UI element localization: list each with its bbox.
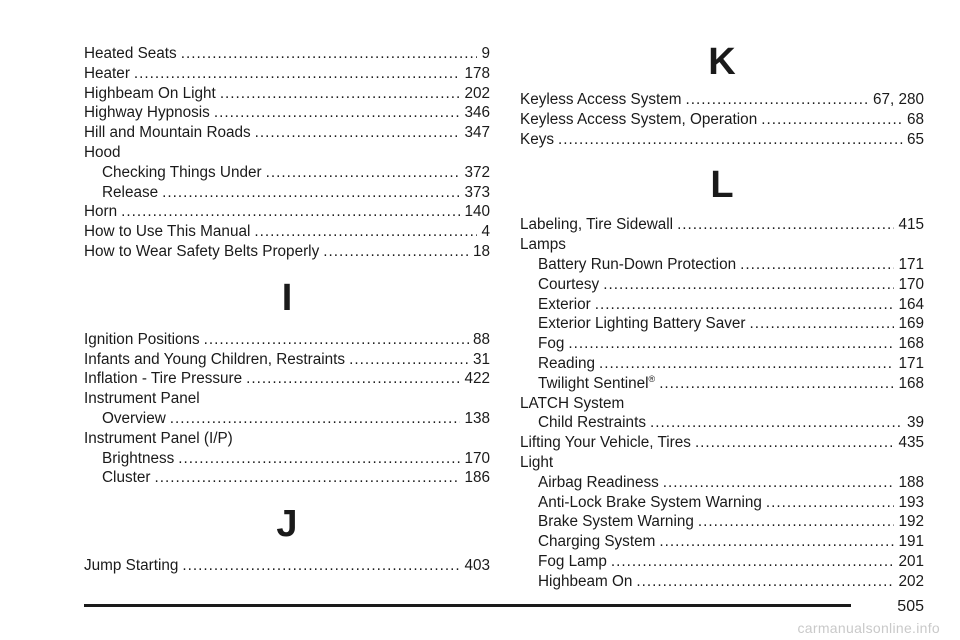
entry-page: 171: [898, 255, 924, 273]
dot-leader: [154, 468, 460, 488]
entry-page: 168: [898, 335, 924, 353]
dot-leader: [246, 369, 460, 389]
index-entry: [84, 369, 490, 389]
dot-leader: [695, 433, 895, 453]
entry-text: Brightness: [102, 449, 175, 467]
entry-text: Ignition Positions: [84, 330, 200, 348]
entry-text: Anti-Lock Brake System Warning: [538, 493, 762, 511]
dot-leader: [558, 130, 903, 150]
entry-page: 347: [464, 124, 490, 142]
dot-leader: [659, 374, 894, 394]
entry-text: Courtesy: [538, 275, 600, 293]
heading-lamps: Lamps: [520, 236, 566, 254]
dot-leader: [266, 163, 461, 183]
heading-latch-system: LATCH System: [520, 394, 625, 412]
entry-page: 39: [906, 414, 924, 432]
entry-page: 164: [898, 295, 924, 313]
entry-text: Infants and Young Children, Restraints: [84, 350, 346, 368]
entry-page: 193: [898, 493, 924, 511]
index-entry: [520, 110, 924, 130]
entry-text: Fog Lamp: [538, 552, 607, 570]
entry-text: Keys: [520, 130, 555, 148]
entry-page: 18: [472, 242, 490, 260]
group-ip-subs: [84, 409, 490, 429]
dot-leader: [349, 350, 469, 370]
entry-text: Highway Hypnosis: [84, 104, 210, 122]
dot-leader: [611, 552, 895, 572]
dot-leader: [595, 295, 895, 315]
entry-page: 422: [464, 370, 490, 388]
entry-page: 140: [464, 203, 490, 221]
dot-leader: [686, 90, 869, 110]
dot-leader: [182, 556, 460, 576]
index-entry: [520, 314, 924, 334]
entry-text: Cluster: [102, 469, 151, 487]
index-column-left: [84, 44, 490, 576]
dot-leader: [220, 84, 461, 104]
entry-page: 65: [906, 130, 924, 148]
entry-text: Inflation - Tire Pressure: [84, 370, 243, 388]
dot-leader: [659, 532, 894, 552]
index-entry: [84, 163, 490, 183]
index-entry: [520, 413, 924, 433]
entry-page: 170: [464, 449, 490, 467]
index-entry: [84, 84, 490, 104]
index-column-right: [520, 41, 924, 592]
entry-text: Jump Starting: [84, 557, 179, 575]
entry-page: 169: [898, 315, 924, 333]
dot-leader: [663, 473, 895, 493]
entry-text: Exterior: [538, 295, 591, 313]
entry-text: Labeling, Tire Sidewall: [520, 216, 674, 234]
index-entry: [520, 334, 924, 354]
index-entry: [84, 468, 490, 488]
index-entry: [520, 493, 924, 513]
group-light-subs: [520, 473, 924, 592]
entry-text: Brake System Warning: [538, 513, 694, 531]
page-number: 505: [897, 598, 924, 615]
index-entry: [520, 532, 924, 552]
entry-page: 403: [464, 557, 490, 575]
heading-light: Light: [520, 453, 554, 471]
group-hood-subs: [84, 163, 490, 203]
entry-text: Lifting Your Vehicle, Tires: [520, 434, 691, 452]
index-entry: [520, 572, 924, 592]
heading-instrument-panel: Instrument Panel: [84, 390, 200, 408]
dot-leader: [677, 215, 894, 235]
entry-text: How to Wear Safety Belts Properly: [84, 242, 320, 260]
index-entry: [84, 242, 490, 262]
entry-text: Airbag Readiness: [538, 473, 659, 491]
group-latch-subs: [520, 413, 924, 433]
section-letter-k: K: [708, 41, 736, 83]
index-entry: [84, 64, 490, 84]
dot-leader: [603, 275, 894, 295]
dot-leader: [650, 413, 903, 433]
entry-text: Heated Seats: [84, 45, 177, 62]
section-letter-l: L: [710, 164, 734, 207]
index-entry: [84, 556, 490, 576]
entry-page: 188: [898, 473, 924, 491]
entry-page: 88: [472, 330, 490, 348]
entry-page: 201: [898, 552, 924, 570]
entry-text: Reading: [538, 354, 595, 372]
entry-page: 138: [464, 409, 490, 427]
group-l-entries-2: [520, 433, 924, 453]
entry-text: Fog: [538, 335, 565, 353]
dot-leader: [766, 493, 895, 513]
entry-page: 4: [481, 223, 490, 241]
entry-page: 186: [464, 469, 490, 487]
entry-text: [538, 374, 655, 394]
dot-leader: [121, 202, 460, 222]
dot-leader: [323, 242, 469, 262]
dot-leader: [255, 123, 461, 143]
heading-hood: Hood: [84, 143, 121, 161]
index-entry: [84, 449, 490, 469]
dot-leader: [740, 255, 894, 275]
entry-text: Release: [102, 183, 159, 201]
entry-page: 435: [898, 434, 924, 452]
entry-page: 31: [472, 350, 490, 368]
entry-text: Charging System: [538, 533, 656, 551]
entry-text: Highbeam On: [538, 572, 633, 590]
index-entry: [84, 202, 490, 222]
dot-leader: [214, 103, 461, 123]
index-entry: [84, 123, 490, 143]
group-l-entries: [520, 215, 924, 235]
footer-rule: [84, 604, 851, 607]
group-lamps-subs: [520, 255, 924, 374]
entry-text: Keyless Access System: [520, 91, 682, 108]
index-entry: [84, 350, 490, 370]
section-letter-j: J: [276, 503, 298, 546]
entry-text: Exterior Lighting Battery Saver: [538, 315, 746, 333]
group-k-entries: [520, 90, 924, 149]
entry-page: 68: [906, 110, 924, 128]
dot-leader: [698, 512, 895, 532]
index-entry: [84, 44, 490, 64]
index-entry: [520, 90, 924, 110]
entry-text: Keyless Access System, Operation: [520, 110, 758, 128]
index-entry: [520, 215, 924, 235]
group-j-entries: [84, 556, 490, 576]
entry-page: 373: [464, 183, 490, 201]
group-h-entries-2: [84, 202, 490, 261]
entry-text: Battery Run-Down Protection: [538, 255, 737, 273]
entry-text: Checking Things Under: [102, 163, 262, 181]
index-entry: [520, 552, 924, 572]
index-entry: [84, 103, 490, 123]
watermark: carmanualsonline.info: [797, 620, 940, 636]
entry-page: 415: [898, 216, 924, 234]
index-entry: [520, 130, 924, 150]
dot-leader: [181, 44, 478, 64]
entry-page: 192: [898, 513, 924, 531]
registered-mark: ®: [648, 373, 656, 384]
dot-leader: [178, 449, 460, 469]
dot-leader: [761, 110, 903, 130]
index-entry: [520, 354, 924, 374]
entry-page: 67, 280: [872, 91, 924, 108]
entry-page: 191: [898, 533, 924, 551]
entry-page: 202: [464, 84, 490, 102]
dot-leader: [568, 334, 894, 354]
index-entry: [520, 295, 924, 315]
entry-text: Horn: [84, 203, 118, 221]
dot-leader: [749, 314, 894, 334]
group-i-entries: [84, 330, 490, 389]
entry-text: Highbeam On Light: [84, 84, 216, 102]
group-h-entries: [84, 44, 490, 143]
index-entry: [520, 433, 924, 453]
dot-leader: [134, 64, 461, 84]
entry-text: Child Restraints: [538, 414, 646, 432]
dot-leader: [162, 183, 460, 203]
entry-page: 178: [464, 64, 490, 82]
index-entry: [84, 409, 490, 429]
entry-page: 372: [464, 163, 490, 181]
entry-text: Heater: [84, 64, 130, 82]
index-entry: [84, 222, 490, 242]
entry-text: How to Use This Manual: [84, 223, 251, 241]
entry-page: 171: [898, 354, 924, 372]
dot-leader: [636, 572, 894, 592]
entry-text-main: Twilight Sentinel: [538, 374, 649, 392]
entry-page: 9: [481, 45, 490, 62]
index-entry-twilight-sentinel: [520, 374, 924, 394]
entry-text: Hill and Mountain Roads: [84, 124, 251, 142]
dot-leader: [254, 222, 477, 242]
index-entry: [520, 255, 924, 275]
heading-instrument-panel-ip: Instrument Panel (I/P): [84, 429, 233, 447]
dot-leader: [599, 354, 894, 374]
entry-text: Overview: [102, 409, 166, 427]
group-ipi-subs: [84, 449, 490, 489]
index-entry: [84, 330, 490, 350]
section-letter-i: I: [281, 276, 293, 319]
index-entry: [84, 183, 490, 203]
dot-leader: [170, 409, 461, 429]
dot-leader: [204, 330, 469, 350]
entry-page: 346: [464, 104, 490, 122]
index-entry: [520, 473, 924, 493]
entry-page: 170: [898, 275, 924, 293]
entry-page: 168: [898, 374, 924, 392]
index-entry: [520, 512, 924, 532]
index-entry: [520, 275, 924, 295]
entry-page: 202: [898, 572, 924, 590]
